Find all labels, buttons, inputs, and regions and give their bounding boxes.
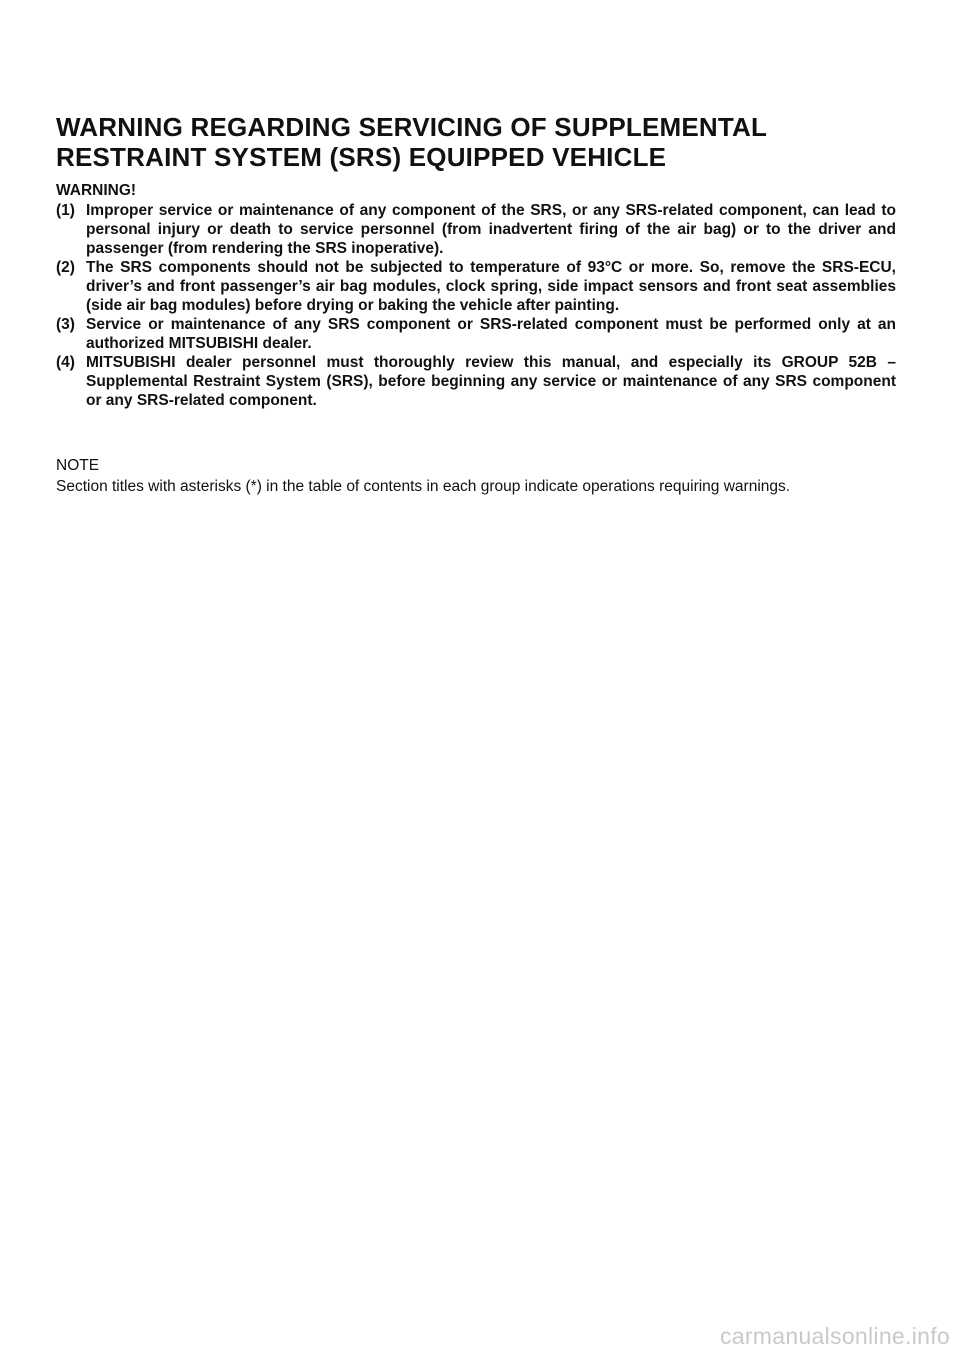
note-heading: NOTE bbox=[56, 457, 100, 474]
warning-item-number: (3) bbox=[56, 316, 75, 333]
warning-item-4 bbox=[56, 353, 896, 410]
warning-item-number: (2) bbox=[56, 259, 75, 276]
page-title-line-1: WARNING REGARDING SERVICING OF SUPPLEMENTAL bbox=[56, 112, 768, 142]
warning-item-text: The SRS components should not be subjected to temperature of 93°C or more. So, remove the SRS-ECU, driver’s and front passenger’s air bag modules, clock spring, side impact sensors and front seat assemblies (side air bag modules) before drying or baking the vehicle after painting. bbox=[86, 259, 896, 314]
warning-item-3 bbox=[56, 315, 896, 353]
warning-item-number: (4) bbox=[56, 354, 75, 371]
warning-item-1 bbox=[56, 201, 896, 258]
warning-item-text: Improper service or maintenance of any component of the SRS, or any SRS-related component, can lead to personal injury or death to service personnel (from inadvertent firing of the air bag) or to the driver and passenger (from rendering the SRS inoperative). bbox=[86, 202, 896, 257]
warning-heading: WARNING! bbox=[56, 182, 137, 199]
warning-item-2 bbox=[56, 258, 896, 315]
warning-item-text: MITSUBISHI dealer personnel must thoroughly review this manual, and especially its GROUP 52B – Supplemental Restraint System (SRS), before beginning any service or maintenance of any SRS component or any SRS-related component. bbox=[86, 354, 896, 409]
warning-item-text: Service or maintenance of any SRS component or SRS-related component must be performed only at an authorized MITSUBISHI dealer. bbox=[86, 316, 896, 352]
warning-list bbox=[56, 201, 896, 410]
watermark: carmanualsonline.info bbox=[719, 1323, 950, 1349]
page-title-line-2: RESTRAINT SYSTEM (SRS) EQUIPPED VEHICLE bbox=[56, 142, 667, 172]
warning-item-number: (1) bbox=[56, 202, 75, 219]
page-title bbox=[56, 112, 916, 172]
note-block bbox=[56, 455, 916, 497]
note-text: Section titles with asterisks (*) in the table of contents in each group indicate operations requiring warnings. bbox=[56, 478, 791, 495]
warning-block bbox=[56, 181, 896, 410]
